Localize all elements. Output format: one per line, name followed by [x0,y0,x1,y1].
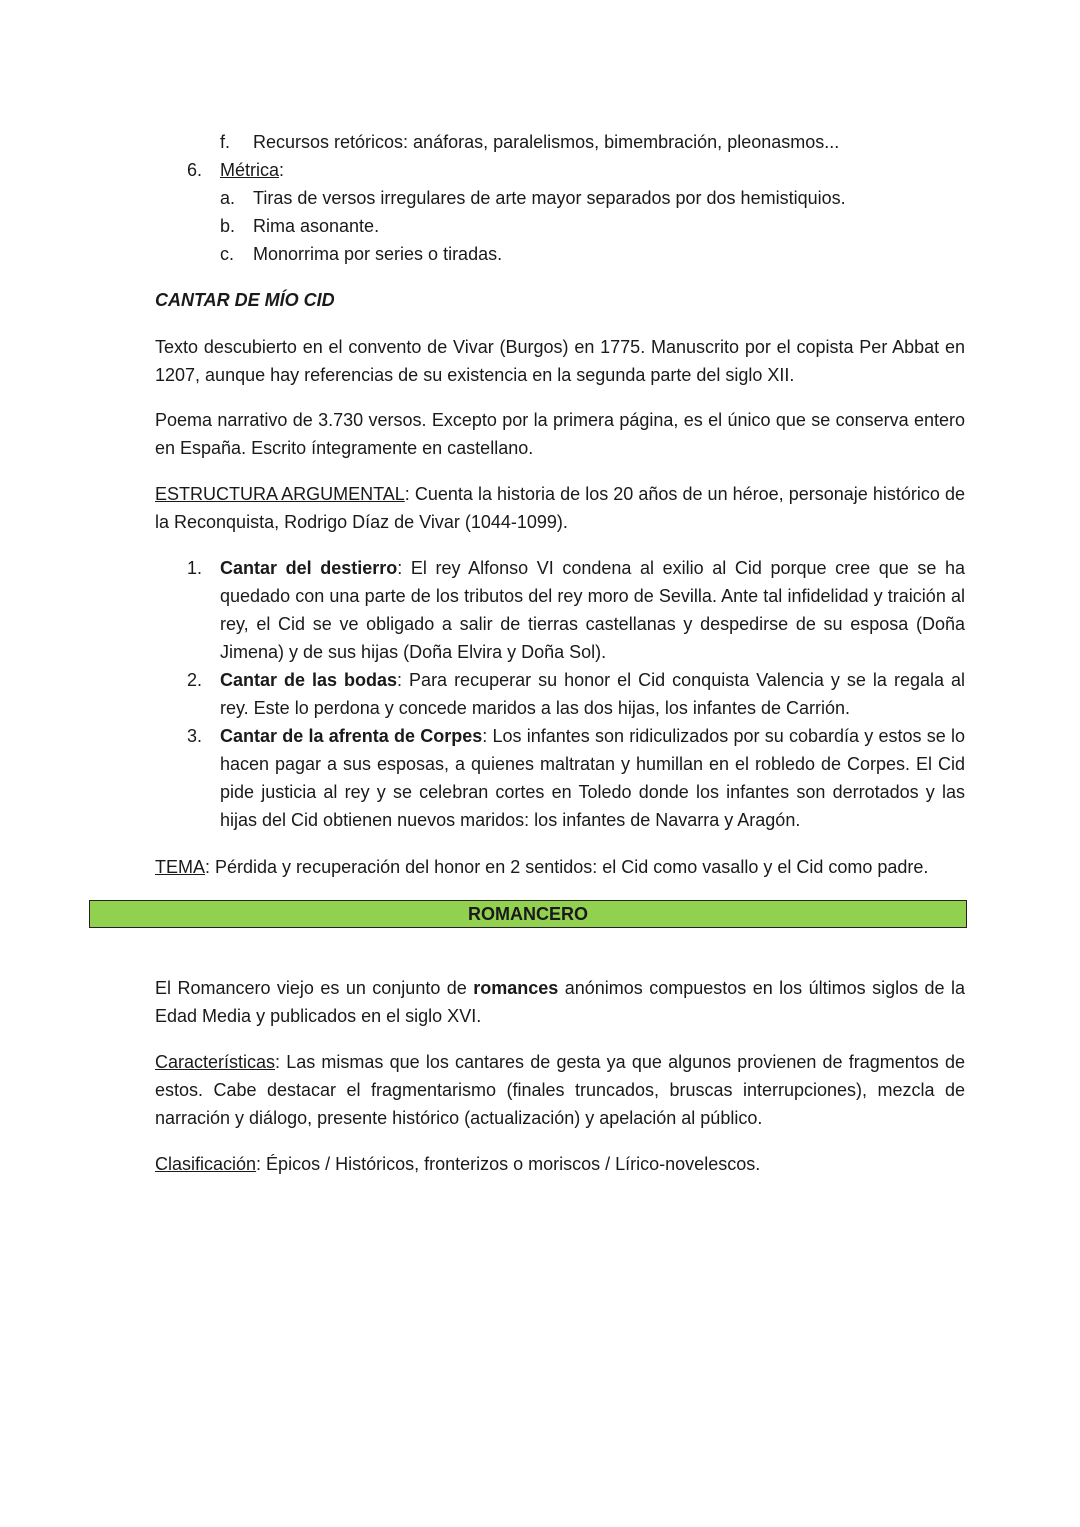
intro-text-b: anónimos compuestos en los últimos siglos de la Edad Media y publicados en el siglo XVI. [155,978,965,1026]
list-item-f: Recursos retóricos: anáforas, paralelismos, bimembración, pleonasmos... [253,132,840,152]
clasificacion-label: Clasificación [155,1154,257,1174]
section-heading-cantar: CANTAR DE MÍO CID [155,290,335,310]
list-marker-c: c. [220,244,235,264]
list-item-c: Monorrima por series o tiradas. [253,244,503,264]
romancero-banner: ROMANCERO [89,900,967,928]
paragraph-poema: Poema narrativo de 3.730 versos. Excepto por la primera página, es el único que se conserva entero en España. Escrito íntegramente en castellano. [155,410,965,458]
intro-text-a: El Romancero viejo es un conjunto de [155,978,474,998]
caracteristicas-text: : Las mismas que los cantares de gesta ya que algunos provienen de fragmentos de estos. Cabe destacar el fragmentarismo (finales truncados, bruscas interrupciones), mezcla de narración y diálogo, presente histórico (actualización) y apelación al público. [155,1052,965,1128]
estructura-label: ESTRUCTURA ARGUMENTAL [155,484,405,504]
cantar-item-text: : El rey Alfonso VI condena al exilio al Cid porque cree que se ha quedado con una parte de los tributos del rey moro de Sevilla. Ante tal infidelidad y traición al rey, el Cid se ve obligado a salir de tierras castellanas y despedirse de su esposa (Doña Jimena) y de sus hijas (Doña Elvira y Doña Sol). [220,558,965,662]
cantar-item-title: Cantar de la afrenta de Corpes [220,726,483,746]
paragraph-caracteristicas [155,1048,965,1132]
cantar-item-title: Cantar del destierro [220,558,398,578]
tema-text: : Pérdida y recuperación del honor en 2 sentidos: el Cid como vasallo y el Cid como padre. [205,857,929,877]
intro-bold: romances [473,978,559,998]
paragraph-estructura [155,480,965,536]
list-item-metrica [220,156,284,184]
list-marker-b: b. [220,216,236,236]
paragraph-romancero-intro [155,974,965,1030]
cantar-item-title: Cantar de las bodas [220,670,398,690]
paragraph-clasificacion [155,1150,965,1178]
paragraph-descubierto: Texto descubierto en el convento de Vivar (Burgos) en 1775. Manuscrito por el copista Per Abbat en 1207, aunque hay referencias de su existencia en la segunda parte del siglo XII. [155,337,965,385]
cantar-item-text: : Para recuperar su honor el Cid conquista Valencia y se la regala al rey. Este lo perdona y concede maridos a las dos hijas, los infantes de Carrión. [220,670,965,718]
list-marker-f: f. [220,132,231,152]
caracteristicas-label: Características [155,1052,276,1072]
metrica-colon: : [279,160,285,180]
list-item-a: Tiras de versos irregulares de arte mayor separados por dos hemistiquios. [253,188,846,208]
cantar-item-marker-1: 1. [187,558,203,578]
cantar-item-marker-3: 3. [187,726,203,746]
cantar-item-bodas [220,666,965,722]
list-item-b: Rima asonante. [253,216,380,236]
cantar-item-text: : Los infantes son ridiculizados por su cobardía y estos se lo hacen pagar a sus esposas, a quienes maltratan y humillan en el robledo de Corpes. El Cid pide justicia al rey y se celebran cortes en Toledo donde los infantes son derrotados y las hijas del Cid obtienen nuevos maridos: los infantes de Navarra y Aragón. [220,726,965,830]
list-marker-a: a. [220,188,236,208]
cantar-item-afrenta [220,722,965,834]
paragraph-tema [155,853,965,881]
clasificacion-text: : Épicos / Históricos, fronterizos o moriscos / Lírico-novelescos. [256,1154,761,1174]
list-marker-6: 6. [187,160,203,180]
metrica-label: Métrica [220,160,280,180]
tema-label: TEMA [155,857,206,877]
estructura-text: : Cuenta la historia de los 20 años de un héroe, personaje histórico de la Reconquista, Rodrigo Díaz de Vivar (1044-1099). [155,484,965,532]
cantar-item-marker-2: 2. [187,670,203,690]
cantar-item-destierro [220,554,965,666]
